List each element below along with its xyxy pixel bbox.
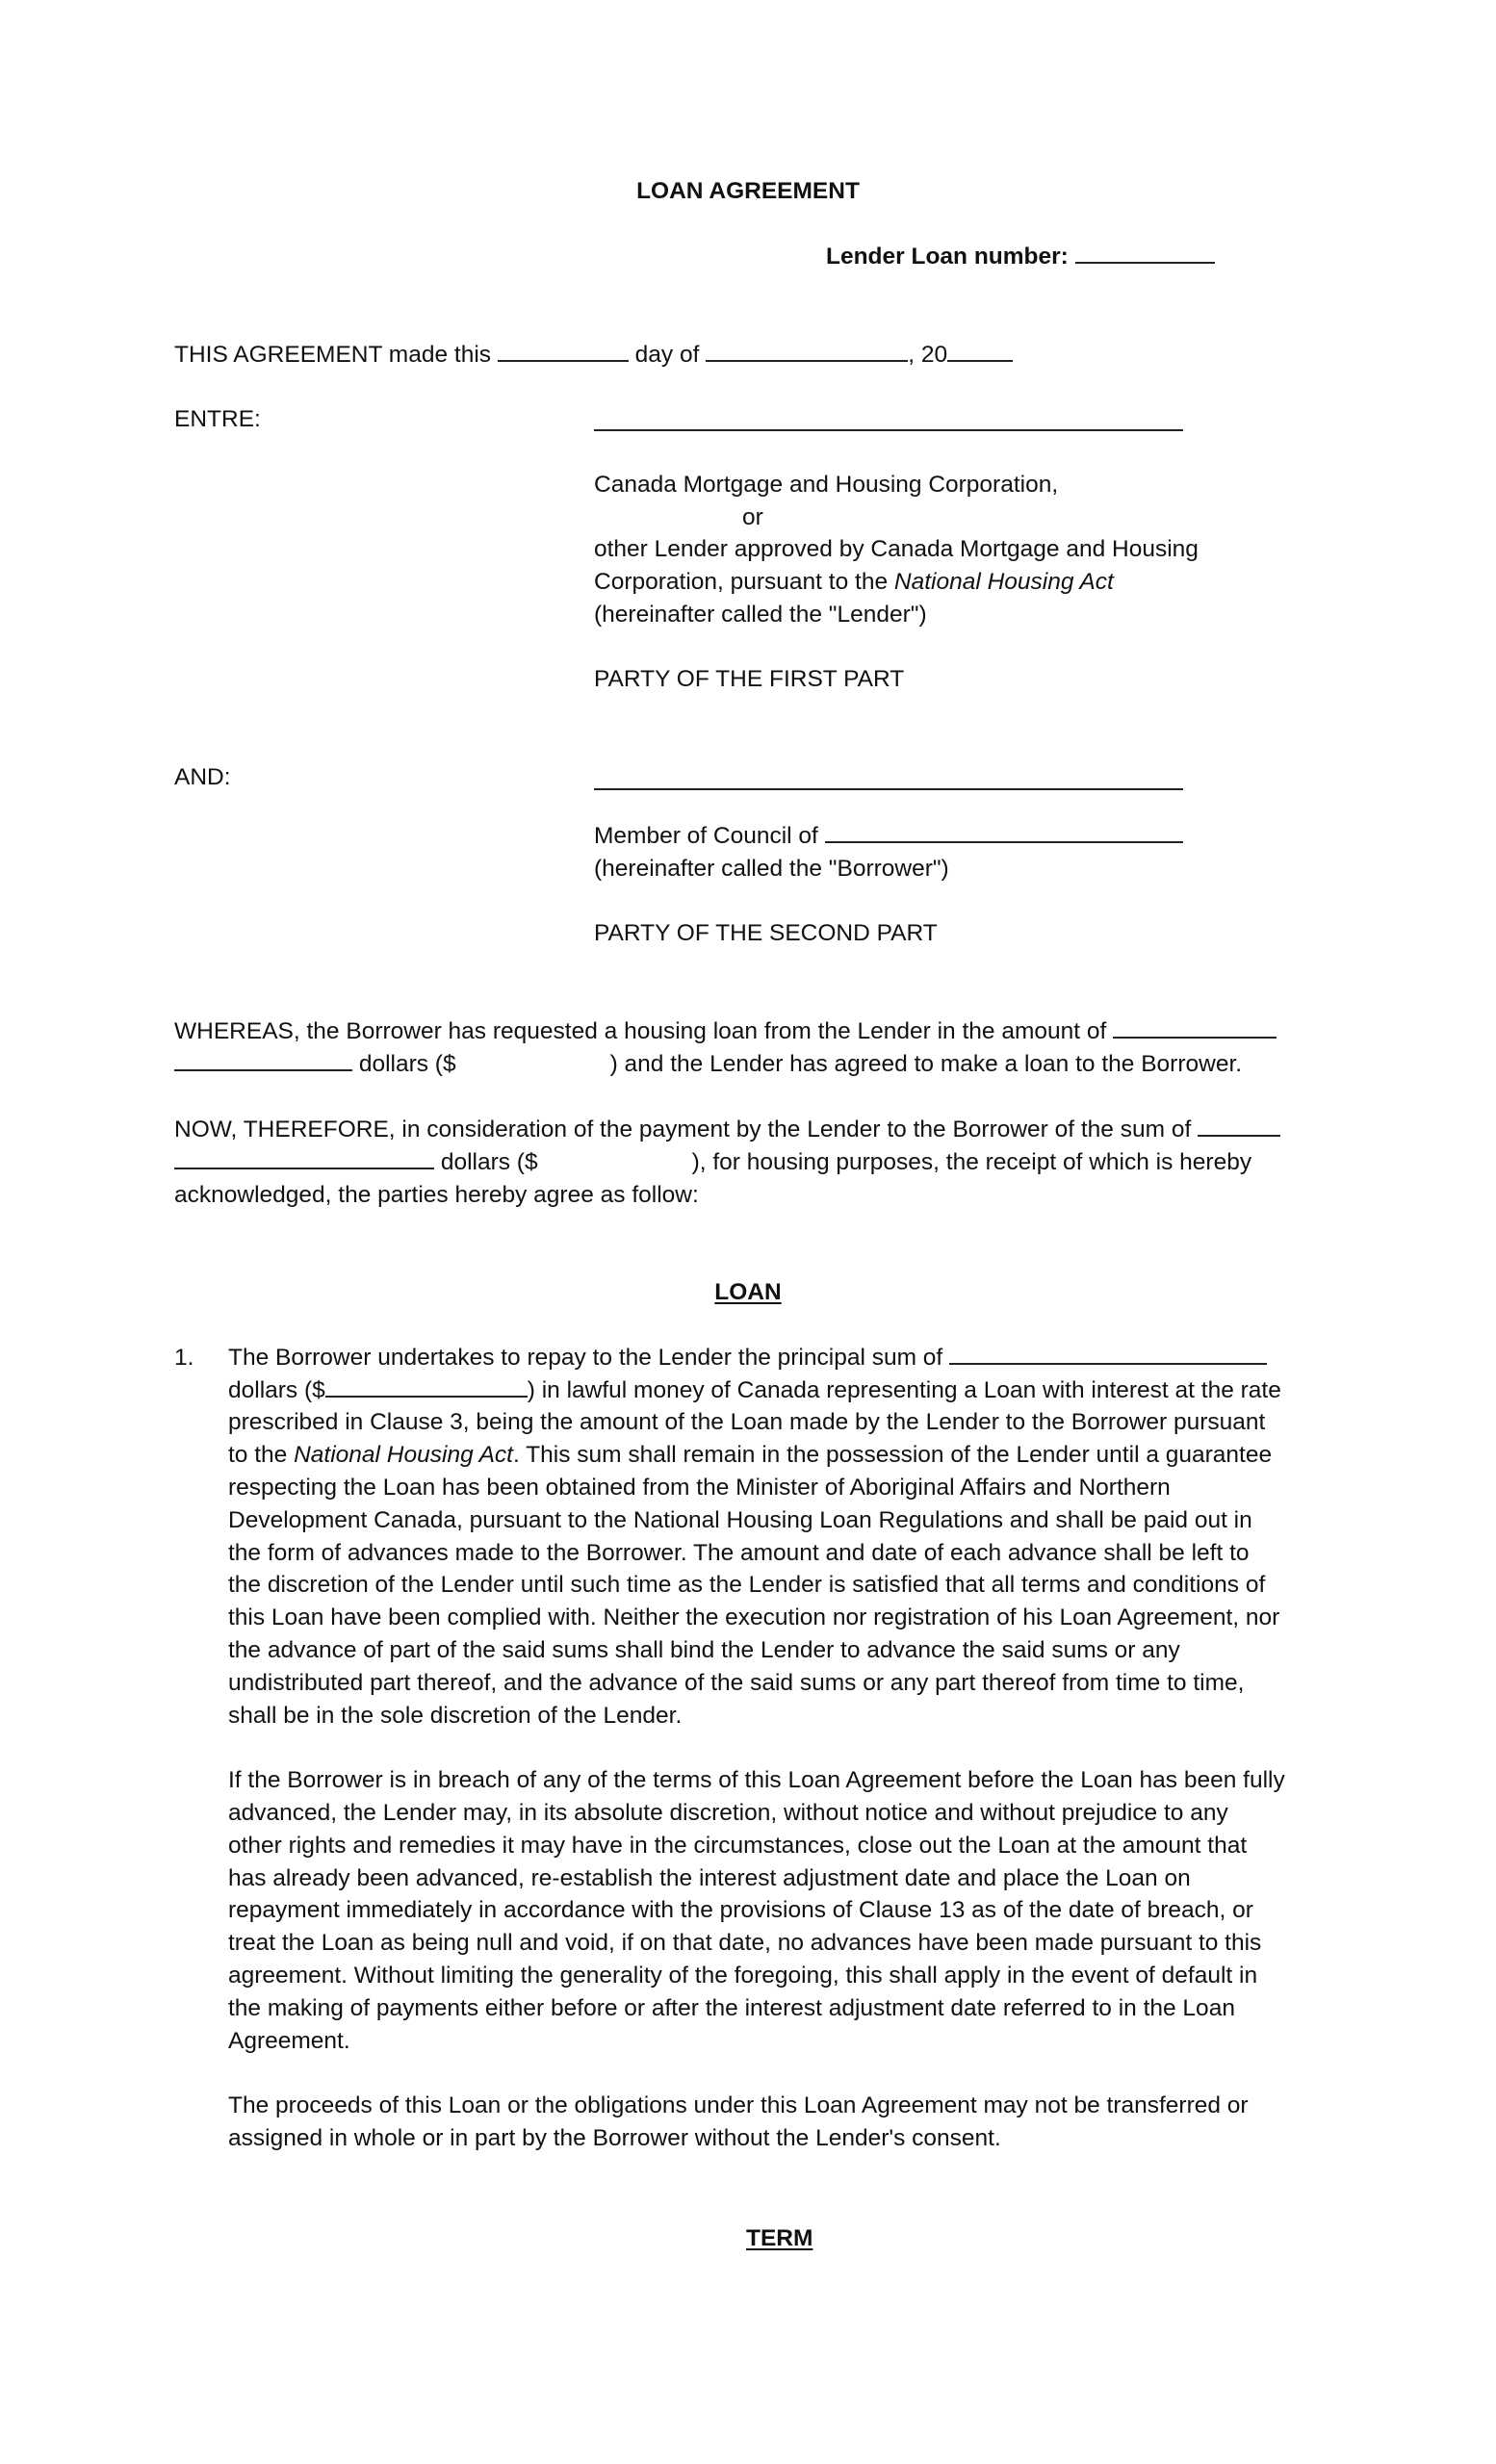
clause1-para3-line-2: assigned in whole or in part by the Borrower without the Lender's consent. [228,2125,1001,2151]
clause1-line-2 [228,1376,1281,1405]
sum-words-blank[interactable] [1198,1116,1280,1137]
loan-number-blank[interactable] [1075,243,1215,264]
principal-words-blank[interactable] [949,1344,1267,1365]
whereas-text-1: WHEREAS, the Borrower has requested a housing loan from the Lender in the amount of [174,1018,1107,1044]
now-therefore-line-2 [174,1148,1251,1177]
lender-line-4 [594,568,1114,597]
and-label: AND: [174,764,231,790]
clause1-line-6: Development Canada, pursuant to the National Housing Loan Regulations and shall be paid out in [228,1507,1252,1533]
borrower-line-2: (hereinafter called the "Borrower") [594,856,949,882]
section-heading-loan: LOAN [714,1279,782,1305]
whereas-line-2 [174,1050,1242,1079]
clause1-para3-line-1: The proceeds of this Loan or the obligations under this Loan Agreement may not be transferred or [228,2092,1249,2118]
clause1-text: ) in lawful money of Canada representing a Loan with interest at the rate [527,1377,1281,1403]
sum-words-blank-2[interactable] [174,1148,434,1169]
year-blank[interactable] [947,341,1013,362]
clause1-line-8: the discretion of the Lender until such time as the Lender is satisfied that all terms and conditions of [228,1572,1266,1598]
whereas-amount-words-blank-2[interactable] [174,1050,352,1071]
clause1-line-12: shall be in the sole discretion of the Lender. [228,1703,683,1729]
agreement-prefix: THIS AGREEMENT made this [174,342,492,368]
whereas-text-2: ) and the Lender has agreed to make a loan to the Borrower. [609,1051,1243,1077]
borrower-name-blank[interactable] [594,788,1183,790]
now-therefore-text-2: ), for housing purposes, the receipt of which is hereby [691,1149,1252,1175]
lender-name-blank[interactable] [594,429,1183,431]
clause1-line-4 [228,1441,1272,1470]
clause1-line-1 [228,1344,1267,1373]
now-therefore-text-1: NOW, THEREFORE, in consideration of the payment by the Lender to the Borrower of the sum of [174,1116,1192,1142]
now-dollars: dollars ($ [440,1149,538,1175]
lender-line-5: (hereinafter called the "Lender") [594,602,927,628]
clause1-para2-line-6: treat the Loan as being null and void, if on that date, no advances have been made pursuant to this [228,1930,1262,1956]
now-therefore-line-3: acknowledged, the parties hereby agree as follow: [174,1182,699,1208]
agreement-date-line [174,341,1013,370]
clause1-line-7: the form of advances made to the Borrower. The amount and date of each advance shall be left to [228,1540,1250,1566]
council-blank[interactable] [825,822,1183,843]
lender-line-4-text: Corporation, pursuant to the [594,569,894,595]
document-title: LOAN AGREEMENT [636,178,860,204]
clause1-line-5: respecting the Loan has been obtained from the Minister of Aboriginal Affairs and Northern [228,1475,1171,1501]
day-blank[interactable] [498,341,629,362]
clause1-line-10: the advance of part of the said sums shall bind the Lender to advance the said sums or any [228,1637,1180,1663]
lender-line-1: Canada Mortgage and Housing Corporation, [594,472,1059,498]
member-of-council-line [594,822,1183,851]
clause1-para2-line-1: If the Borrower is in breach of any of the terms of this Loan Agreement before the Loan has been fully [228,1767,1285,1793]
clause1-para2-line-9: Agreement. [228,2028,350,2054]
day-of-label: day of [634,342,700,368]
clause1-text: The Borrower undertakes to repay to the Lender the principal sum of [228,1345,943,1371]
whereas-dollars: dollars ($ [358,1051,456,1077]
loan-number-label: Lender Loan number: [826,244,1069,270]
clause1-text: to the [228,1442,295,1468]
clause1-para2-line-2: advanced, the Lender may, in its absolute discretion, without notice and without prejudice to any [228,1800,1228,1826]
clause1-para2-line-8: the making of payments either before or after the interest adjustment date referred to in the Loan [228,1995,1235,2021]
loan-number-field [826,243,1215,271]
clause-number: 1. [174,1345,194,1371]
section-heading-term: TERM [746,2225,813,2251]
party-first-part: PARTY OF THE FIRST PART [594,666,905,692]
clause1-para2-line-7: agreement. Without limiting the generality of the foregoing, this shall apply in the event of default in [228,1963,1258,1989]
clause1-para2-line-5: repayment immediately in accordance with the provisions of Clause 13 as of the date of breach, or [228,1897,1253,1923]
clause1-text: dollars ($ [228,1377,325,1403]
month-blank[interactable] [706,341,908,362]
clause1-line-9: this Loan have been complied with. Neither the execution nor registration of his Loan Agreement, nor [228,1604,1280,1630]
national-housing-act-italic: National Housing Act [893,569,1114,595]
clause1-line-11: undistributed part thereof, and the advance of the said sums or any part thereof from time to time, [228,1670,1245,1696]
clause1-line-3: prescribed in Clause 3, being the amount of the Loan made by the Lender to the Borrower pursuant [228,1409,1266,1435]
now-therefore-line-1 [174,1116,1280,1144]
national-housing-act-italic: National Housing Act [294,1442,513,1468]
year-prefix: , 20 [908,342,948,368]
principal-amount-blank[interactable] [325,1376,528,1398]
whereas-line-1 [174,1017,1277,1046]
member-of-council-label: Member of Council of [594,823,818,849]
clause1-text: . This sum shall remain in the possession of the Lender until a guarantee [513,1442,1273,1468]
clause1-para2-line-3: other rights and remedies it may have in the circumstances, close out the Loan at the amount that [228,1833,1248,1859]
party-second-part: PARTY OF THE SECOND PART [594,920,938,946]
lender-line-or: or [742,504,763,530]
clause1-para2-line-4: has already been advanced, re-establish the interest adjustment date and place the Loan on [228,1865,1191,1891]
whereas-amount-words-blank[interactable] [1113,1017,1277,1039]
lender-line-3: other Lender approved by Canada Mortgage and Housing [594,536,1199,562]
entre-label: ENTRE: [174,406,261,432]
